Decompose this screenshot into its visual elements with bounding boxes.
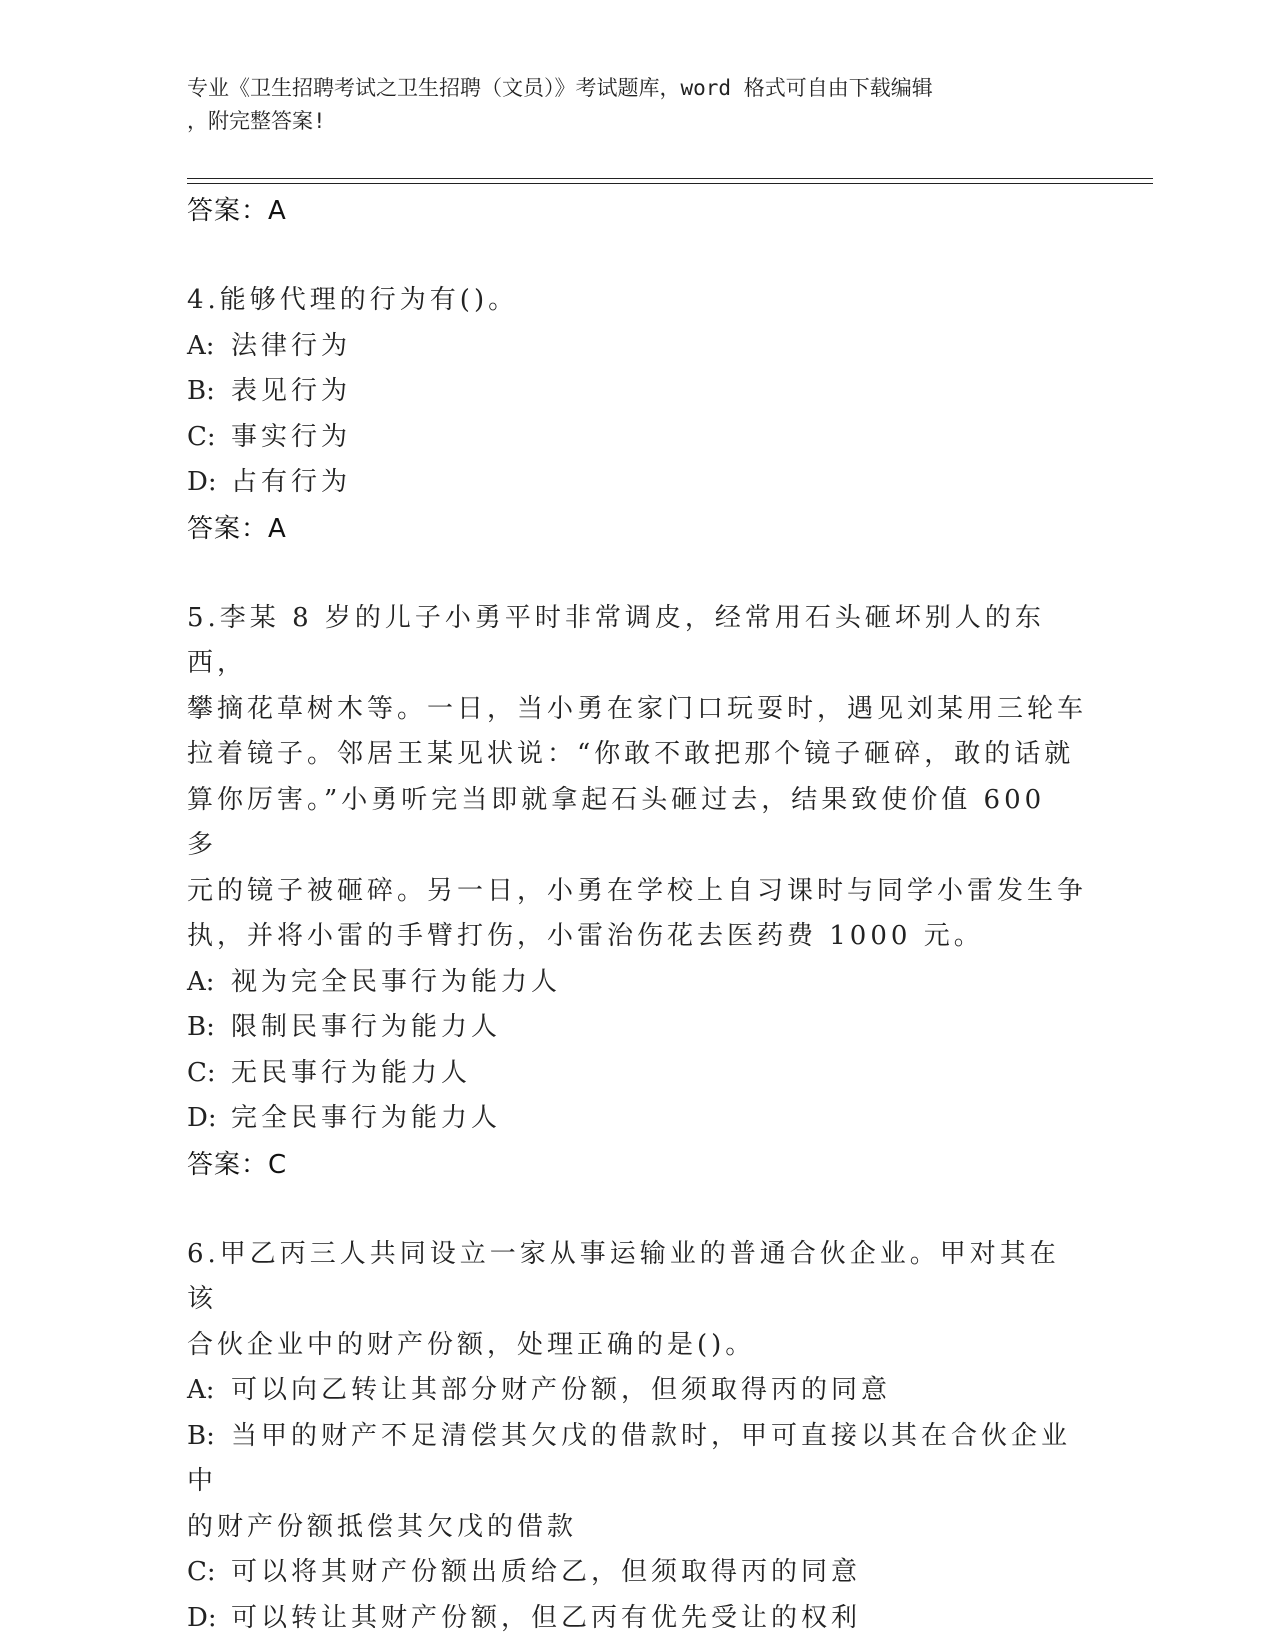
question-stem-line: 执，并将小雷的手臂打伤，小雷治伤花去医药费 1000 元。 xyxy=(187,921,984,951)
option-c xyxy=(187,1550,1087,1596)
question-stem-line: 算你厉害。”小勇听完当即就拿起石头砸过去，结果致使价值 600 多 xyxy=(187,784,1046,860)
option-text: 无民事行为能力人 xyxy=(231,1057,472,1088)
question-stem-line: 拉着镜子。邻居王某见状说：“你敢不敢把那个镜子砸碎，敢的话就 xyxy=(187,739,1075,769)
option-text: 可以将其财产份额出质给乙，但须取得丙的同意 xyxy=(231,1557,862,1587)
option-text: 事实行为 xyxy=(231,421,352,452)
option-text: 可以转让其财产份额，但乙丙有优先受让的权利 xyxy=(231,1602,862,1633)
option-key: C: xyxy=(187,1057,216,1088)
option-d xyxy=(187,1096,1087,1142)
question-stem-line: 合伙企业中的财产份额，处理正确的是()。 xyxy=(187,1329,756,1360)
question-stem: 4.能够代理的行为有()。 xyxy=(187,285,519,315)
header-title-line-1: 专业《卫生招聘考试之卫生招聘（文员）》考试题库，word 格式可自由下载编辑 xyxy=(187,76,933,100)
document-header xyxy=(187,72,1087,138)
question-5 xyxy=(187,596,1087,1188)
option-text: 限制民事行为能力人 xyxy=(231,1012,502,1042)
option-a xyxy=(187,960,1087,1006)
option-key: C: xyxy=(187,1557,216,1587)
header-title-line-2: ，附完整答案! xyxy=(187,109,326,133)
option-a xyxy=(187,324,1087,370)
question-list xyxy=(187,188,1087,1641)
option-key: A: xyxy=(187,966,215,997)
option-text: 视为完全民事行为能力人 xyxy=(231,966,562,997)
question-answer: 答案：A xyxy=(187,513,287,544)
question-6 xyxy=(187,1232,1087,1642)
option-key: C: xyxy=(187,421,216,452)
option-text: 当甲的财产不足清偿其欠戊的借款时，甲可直接以其在合伙企业中 xyxy=(187,1420,1072,1496)
question-stem-line: 6.甲乙丙三人共同设立一家从事运输业的普通合伙企业。甲对其在该 xyxy=(187,1238,1060,1314)
question-4 xyxy=(187,278,1087,552)
option-key: B: xyxy=(187,1012,215,1042)
option-b-continued: 的财产份额抵偿其欠戊的借款 xyxy=(187,1511,578,1542)
option-key: D: xyxy=(187,1602,217,1633)
option-key: B: xyxy=(187,376,215,406)
option-key: B: xyxy=(187,1420,215,1451)
option-text: 可以向乙转让其部分财产份额，但须取得丙的同意 xyxy=(231,1375,892,1405)
option-text: 表见行为 xyxy=(231,376,352,406)
header-rule-bottom xyxy=(187,183,1153,184)
header-rule-top xyxy=(187,178,1153,179)
previous-answer: 答案：A xyxy=(187,196,287,226)
option-text: 占有行为 xyxy=(231,467,352,497)
option-key: A: xyxy=(187,1375,215,1405)
option-b xyxy=(187,1005,1087,1051)
question-stem-line: 元的镜子被砸碎。另一日，小勇在学校上自习课时与同学小雷发生争 xyxy=(187,875,1088,906)
option-a xyxy=(187,1368,1087,1414)
option-text: 完全民事行为能力人 xyxy=(231,1103,502,1133)
question-stem-line: 5.李某 8 岁的儿子小勇平时非常调皮，经常用石头砸坏别人的东西， xyxy=(187,602,1045,678)
question-answer: 答案：C xyxy=(187,1149,288,1180)
option-key: D: xyxy=(187,1103,217,1133)
option-c xyxy=(187,415,1087,461)
option-b xyxy=(187,369,1087,415)
option-key: D: xyxy=(187,467,217,497)
option-c xyxy=(187,1051,1087,1097)
option-text: 法律行为 xyxy=(231,330,352,361)
option-key: A: xyxy=(187,330,215,361)
question-stem-line: 攀摘花草树木等。一日，当小勇在家门口玩耍时，遇见刘某用三轮车 xyxy=(187,693,1088,724)
option-d xyxy=(187,1596,1087,1642)
option-b xyxy=(187,1414,1087,1505)
option-d xyxy=(187,460,1087,506)
